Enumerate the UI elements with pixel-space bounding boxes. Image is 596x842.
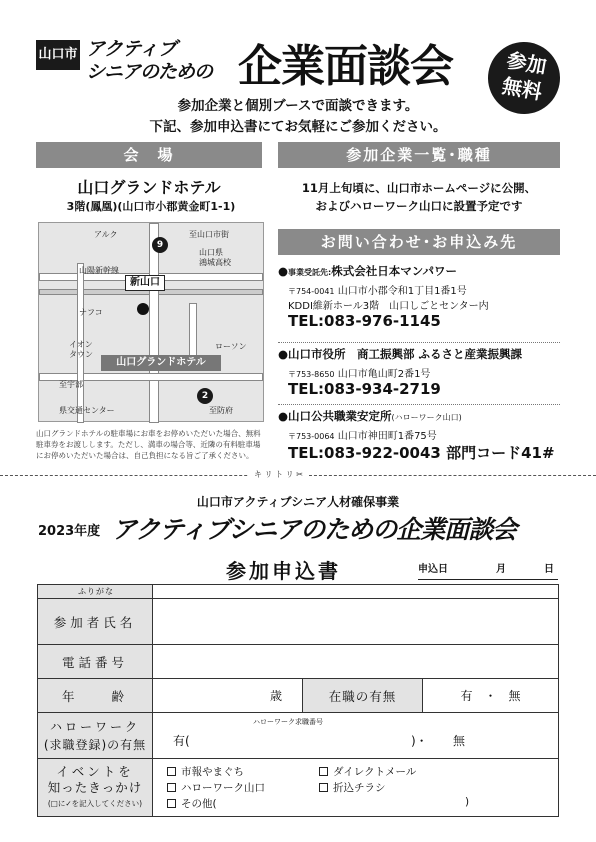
tel-number: 083-922-0043 xyxy=(324,444,441,462)
dept-code: 部門コード41# xyxy=(446,444,555,462)
hotel-dot xyxy=(137,303,149,315)
day-label: 日 xyxy=(544,564,554,575)
circle-line1: 参加 xyxy=(504,47,549,79)
tel-label: TEL: xyxy=(288,380,325,398)
contact-postal: 〒754-0041 xyxy=(288,287,335,296)
option-hellowork[interactable] xyxy=(167,780,265,795)
venue-band: 会 場 xyxy=(36,142,262,168)
venue-address: 3階(鳳凰)(山口市小郡黄金町1-1) xyxy=(66,200,236,213)
contact-entry-1 xyxy=(278,263,562,330)
option-label: ハローワーク山口 xyxy=(181,782,265,794)
option-other[interactable] xyxy=(167,796,217,811)
event-label xyxy=(38,759,153,817)
checkbox-icon[interactable] xyxy=(167,799,176,808)
age-field[interactable] xyxy=(153,679,303,713)
employed-label: 在職の有無 xyxy=(303,679,423,713)
map-label-aeon2: タウン xyxy=(69,350,93,359)
bullet: ● xyxy=(278,264,289,278)
name-field[interactable] xyxy=(153,599,559,645)
map-label-alcoa: アルク xyxy=(94,230,118,239)
bullet: ● xyxy=(278,347,289,361)
title-line2: シニアのための xyxy=(86,61,213,83)
contact-addr: 山口市小郡令和1丁目1番1号 xyxy=(337,286,467,297)
option-label: 市報やまぐち xyxy=(181,766,244,778)
option-flyer[interactable] xyxy=(319,780,386,795)
intro-line2: 下記、参加申込書にてお気軽にご参加ください。 xyxy=(149,119,447,135)
checkbox-icon[interactable] xyxy=(319,767,328,776)
option-label: 折込チラシ xyxy=(333,782,386,794)
contact-addr: 山口市神田町1番75号 xyxy=(337,431,437,442)
cut-label xyxy=(248,469,309,480)
name-label: 参加者氏名 xyxy=(38,599,153,645)
other-close: ) xyxy=(465,796,470,808)
map-label-aeon1: イオン xyxy=(69,340,93,349)
contact-entry-2 xyxy=(278,346,562,398)
hw-close: )・ xyxy=(411,734,428,748)
form-heading: 参加申込書 xyxy=(226,559,341,583)
option-label: その他( xyxy=(181,798,217,810)
hw-number-label: ハローワーク求職番号 xyxy=(253,718,323,726)
hw-no: 無 xyxy=(453,734,466,748)
companies-text-line2: およびハローワーク山口に設置予定です xyxy=(315,199,523,213)
city-badge: 山口市 xyxy=(36,40,80,70)
map-label-ube: 至宇部 xyxy=(59,380,83,389)
contact-sub: (ハローワーク山口) xyxy=(391,413,462,422)
month-label: 月 xyxy=(496,564,506,575)
companies-text-line1: 11月上旬頃に、山口市ホームページに公開、 xyxy=(301,181,537,195)
access-map xyxy=(38,222,264,422)
page-title: 企業面談会 xyxy=(238,41,453,92)
event-label-line3: (□に✓を記入してください) xyxy=(47,798,143,808)
age-unit: 歳 xyxy=(269,689,282,703)
route2-icon: 2 xyxy=(197,388,213,404)
checkbox-icon[interactable] xyxy=(319,783,328,792)
age-label: 年 齢 xyxy=(38,679,153,713)
title-line1: アクティブ xyxy=(86,38,177,60)
option-directmail[interactable] xyxy=(319,764,416,779)
phone-field[interactable] xyxy=(153,645,559,679)
bullet: ● xyxy=(278,409,289,423)
phone-label: 電話番号 xyxy=(38,645,153,679)
option-cityreport[interactable] xyxy=(167,764,244,779)
divider xyxy=(278,342,560,343)
form-year: 2023年度 xyxy=(38,524,101,539)
contact-addr2: KDDI維新ホール3階 山口しごとセンター内 xyxy=(288,301,489,312)
divider xyxy=(278,404,560,405)
tel-label: TEL: xyxy=(288,312,325,330)
tel-number: 083-934-2719 xyxy=(324,380,441,398)
furigana-field[interactable] xyxy=(153,585,559,599)
station-box: 新山口 xyxy=(125,275,165,291)
contact-org: 山口市役所 商工振興部 ふるさと産業振興課 xyxy=(288,347,523,361)
map-label-city: 至山口市街 xyxy=(189,230,229,239)
checkbox-icon[interactable] xyxy=(167,767,176,776)
contact-org: 山口公共職業安定所 xyxy=(288,409,392,423)
map-label-shinkansen: 山陽新幹線 xyxy=(79,266,119,275)
map-hotel-label: 山口グランドホテル xyxy=(101,355,221,371)
application-form xyxy=(37,584,559,817)
event-label-line2: 知ったきっかけ xyxy=(47,779,143,795)
event-label-line1: イベントを xyxy=(56,763,134,779)
date-label: 申込日 xyxy=(418,564,448,575)
cut-text: キ リ ト リ xyxy=(254,470,294,479)
map-label-traffic: 県交通センター xyxy=(59,406,115,415)
intro-line1: 参加企業と個別ブースで面談できます。 xyxy=(177,98,419,114)
contact-postal: 〒753-8650 xyxy=(288,370,335,379)
scissors-icon: ✂ xyxy=(296,470,303,479)
map-label-pref: 山口県 xyxy=(199,248,223,257)
employed-options[interactable]: 有 ・ 無 xyxy=(423,679,559,713)
parking-note: 山口グランドホテルの駐車場にお車をお停めいただいた場合、無料駐車券をお渡しします。ただし、満車の場合等、近隣の有料駐車場にお停めいただいた場合は、自己負担になる旨ご了承ください。 xyxy=(36,429,261,460)
hw-label-line1: ハローワーク xyxy=(49,719,140,734)
hw-label-line2: (求職登録)の有無 xyxy=(43,737,147,752)
contact-band: お問い合わせ･お申込み先 xyxy=(278,229,560,255)
map-label-school: 鴻城高校 xyxy=(199,258,231,267)
hw-label xyxy=(38,713,153,759)
map-label-nafco: ナフコ xyxy=(79,308,103,317)
form-title: アクティブシニアのための企業面談会 xyxy=(112,515,517,544)
circle-line2: 無料 xyxy=(500,73,544,105)
contact-postal: 〒753-0064 xyxy=(288,432,335,441)
map-label-lawson: ローソン xyxy=(215,342,247,351)
furigana-label: ふりがな xyxy=(38,585,153,599)
hw-field[interactable] xyxy=(153,713,559,759)
hw-yes: 有( xyxy=(173,734,190,748)
venue-name: 山口グランドホテル xyxy=(77,178,221,197)
tel-number: 083-976-1145 xyxy=(324,312,441,330)
companies-band: 参加企業一覧･職種 xyxy=(278,142,560,168)
option-label: ダイレクトメール xyxy=(333,766,417,778)
map-label-hofu: 至防府 xyxy=(209,406,233,415)
tel-label: TEL: xyxy=(288,444,325,462)
route9-icon: 9 xyxy=(152,237,168,253)
event-options xyxy=(153,759,559,817)
project-title: 山口市アクティブシニア人材確保事業 xyxy=(196,495,400,509)
contact-prefix: 事業受託先: xyxy=(288,268,332,277)
date-line xyxy=(418,560,558,580)
contact-addr: 山口市亀山町2番1号 xyxy=(337,369,431,380)
contact-org: 株式会社日本マンパワー xyxy=(331,264,457,278)
checkbox-icon[interactable] xyxy=(167,783,176,792)
contact-entry-3 xyxy=(278,408,568,463)
